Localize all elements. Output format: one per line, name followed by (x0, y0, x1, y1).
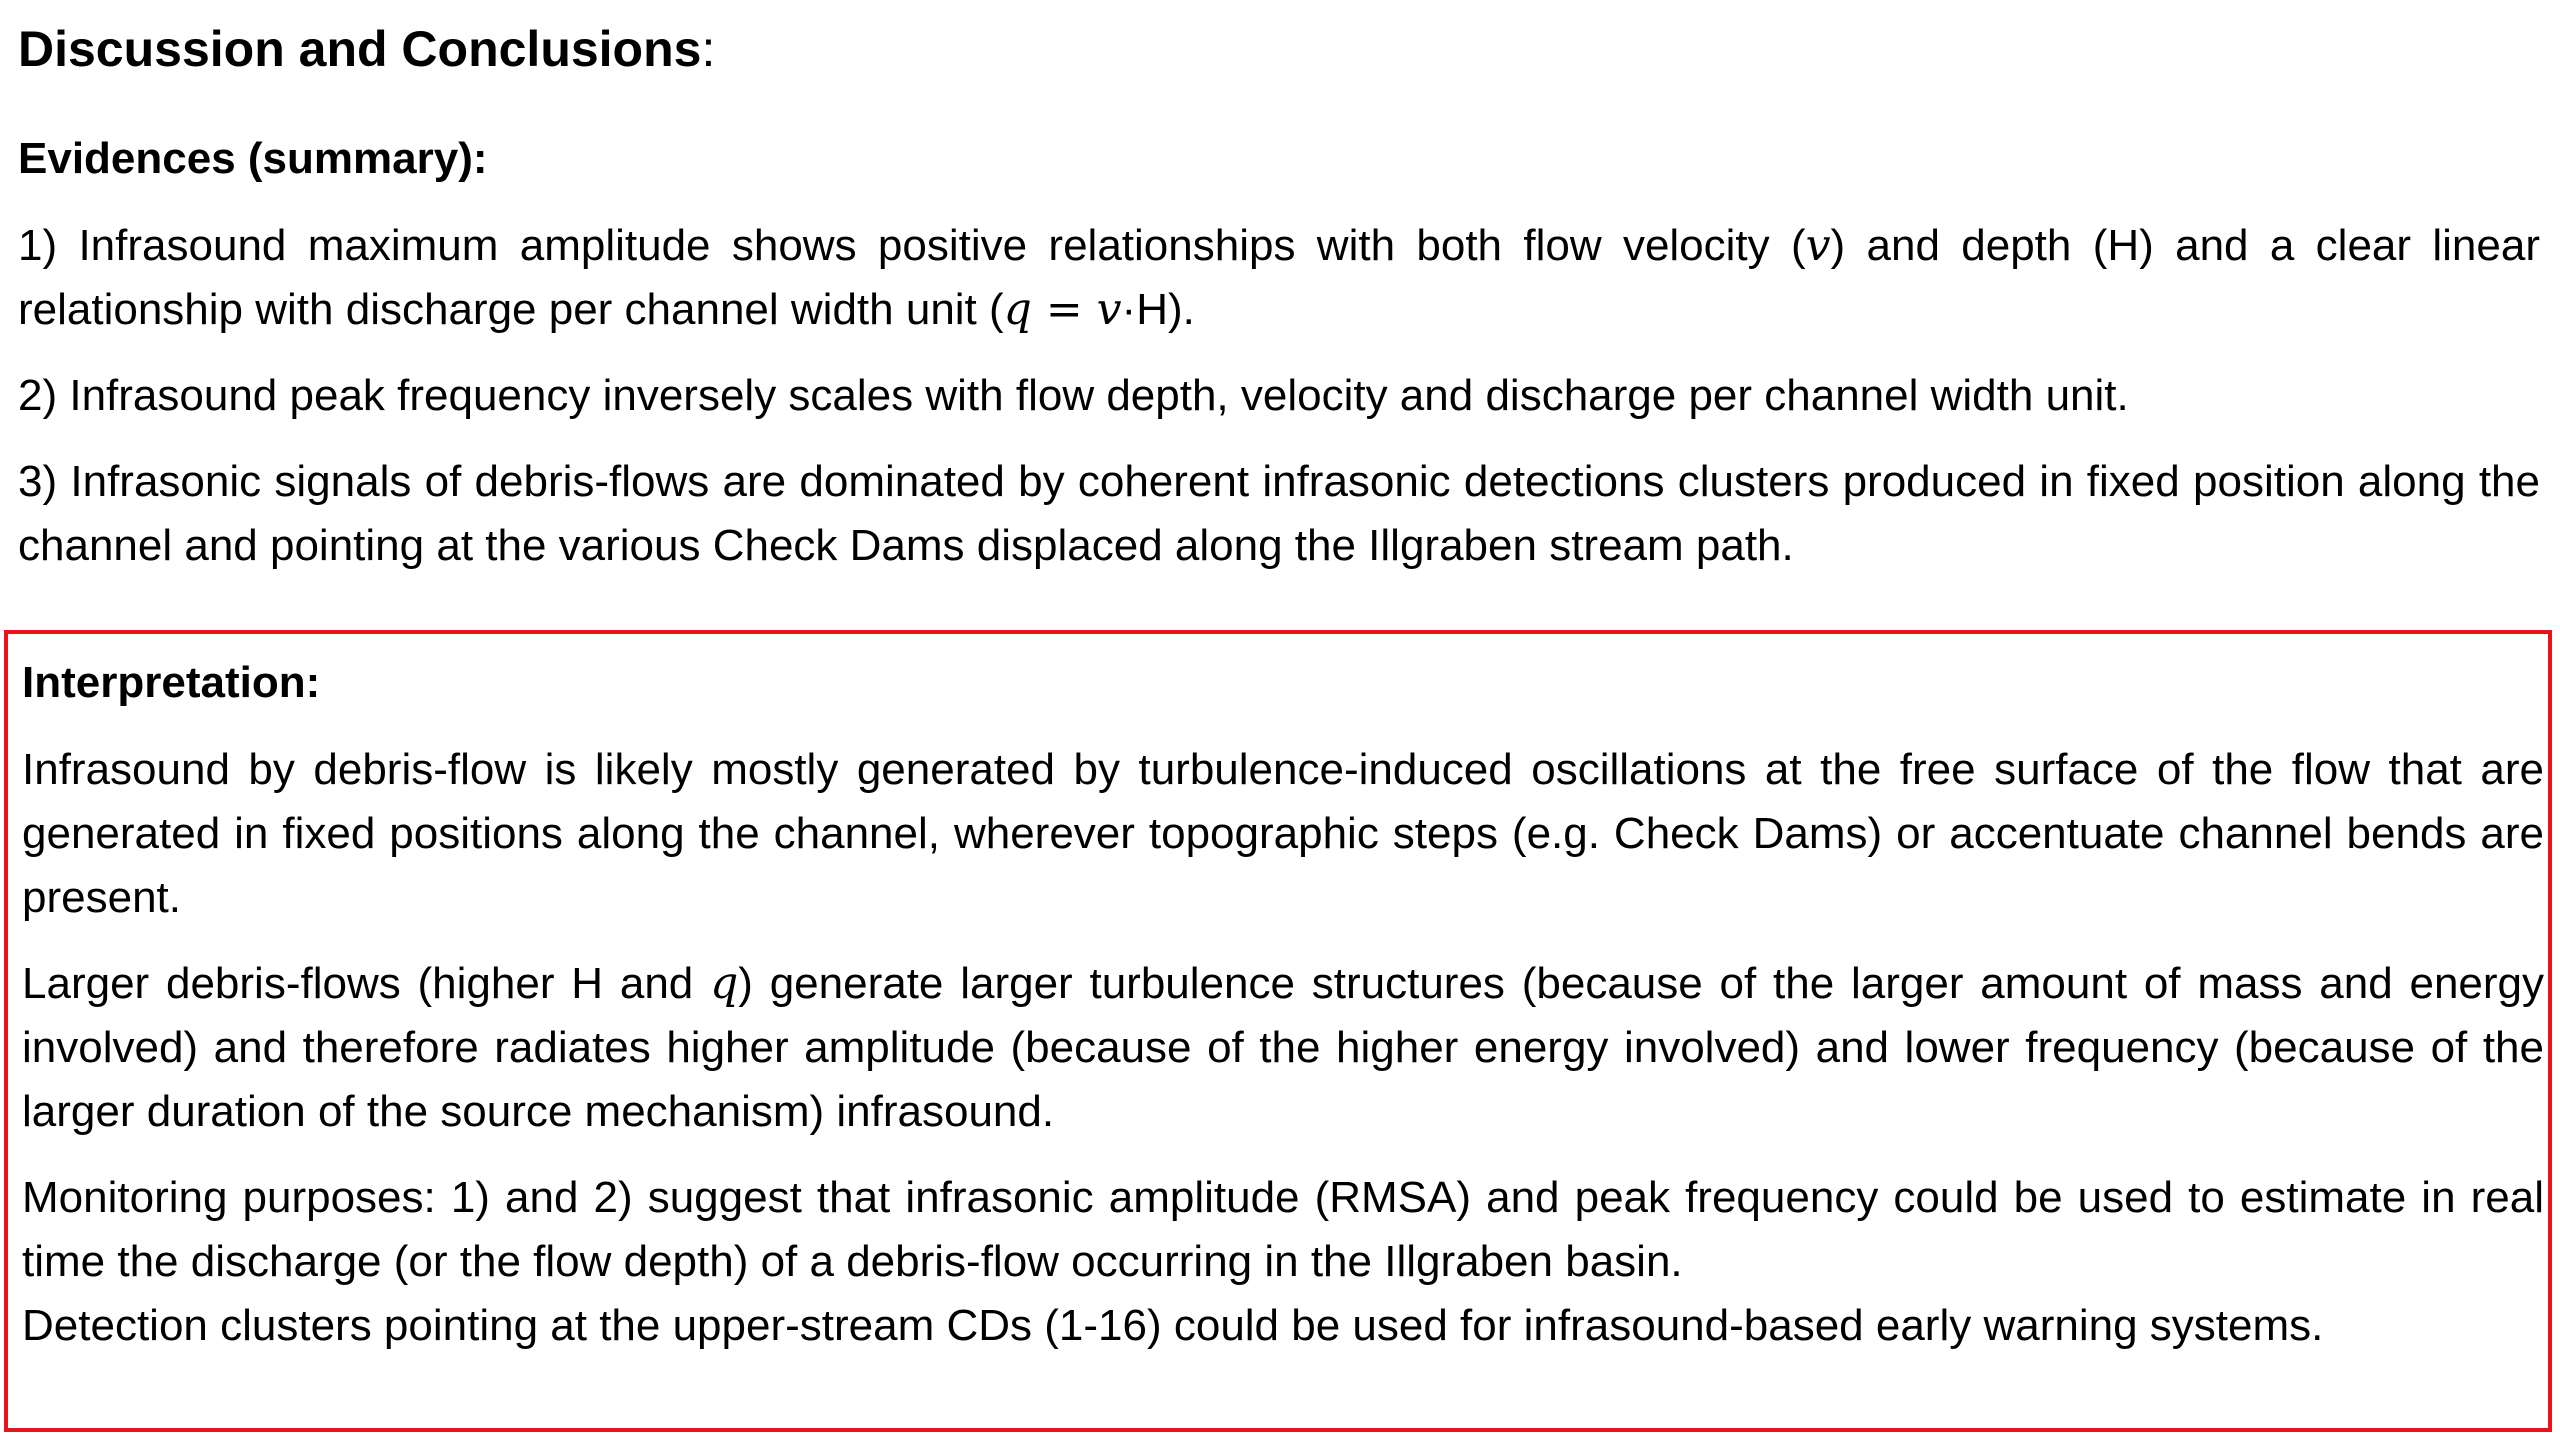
interpretation-heading: Interpretation: (22, 658, 321, 707)
page-title-colon: : (701, 21, 716, 77)
evidences-heading: Evidences (summary): (18, 134, 488, 183)
velocity-symbol: v (1805, 220, 1831, 271)
discharge-equation: q = v (1003, 284, 1122, 335)
evidence-item-2: 2) Infrasound peak frequency inversely scales with flow depth, velocity and discharge per channel width unit. (18, 371, 2129, 420)
interpretation-paragraph-4: Detection clusters pointing at the upper-stream CDs (1-16) could be used for infrasound-based early warning systems. (22, 1301, 2324, 1350)
evidence-item-1 (18, 214, 2540, 342)
interpretation-paragraph-2-text-b: ) generate larger turbulence structures (because of the larger amount of mass and energy involved) and therefore radiates higher amplitude (because of the higher energy involved) and lower frequency (because of the larger duration of the source mechanism) infrasound. (22, 959, 2545, 1136)
interpretation-paragraph-2-text-a: Larger debris-flows (higher H and (22, 959, 711, 1008)
discharge-symbol: q (710, 958, 739, 1009)
evidence-item-1-text-b: ) and depth (H) and a clear linear relationship with discharge per channel width unit ( (18, 221, 2540, 334)
evidence-item-3: 3) Infrasonic signals of debris-flows are dominated by coherent infrasonic detections clusters produced in fixed position along the channel and pointing at the various Check Dams displaced along the Illgraben stream path. (18, 457, 2540, 570)
interpretation-paragraph-1: Infrasound by debris-flow is likely mostly generated by turbulence-induced oscillations at the free surface of the flow that are generated in fixed positions along the channel, wherever topographic steps (e.g. Check Dams) or accentuate channel bends are present. (22, 745, 2544, 922)
interpretation-paragraph-3: Monitoring purposes: 1) and 2) suggest that infrasonic amplitude (RMSA) and peak frequency could be used to estimate in real time the discharge (or the flow depth) of a debris-flow occurring in the Illgraben basin. (22, 1173, 2544, 1286)
evidences-section (18, 128, 2542, 600)
interpretation-box (4, 630, 2552, 1432)
interpretation-content (22, 652, 2546, 1380)
evidence-item-1-text-c: ·H). (1121, 285, 1195, 334)
page-title (18, 14, 715, 84)
evidence-item-1-text-a: 1) Infrasound maximum amplitude shows positive relationships with both flow velocity ( (18, 221, 1806, 270)
page-title-text: Discussion and Conclusions (18, 21, 702, 77)
interpretation-paragraph-2 (22, 952, 2544, 1144)
